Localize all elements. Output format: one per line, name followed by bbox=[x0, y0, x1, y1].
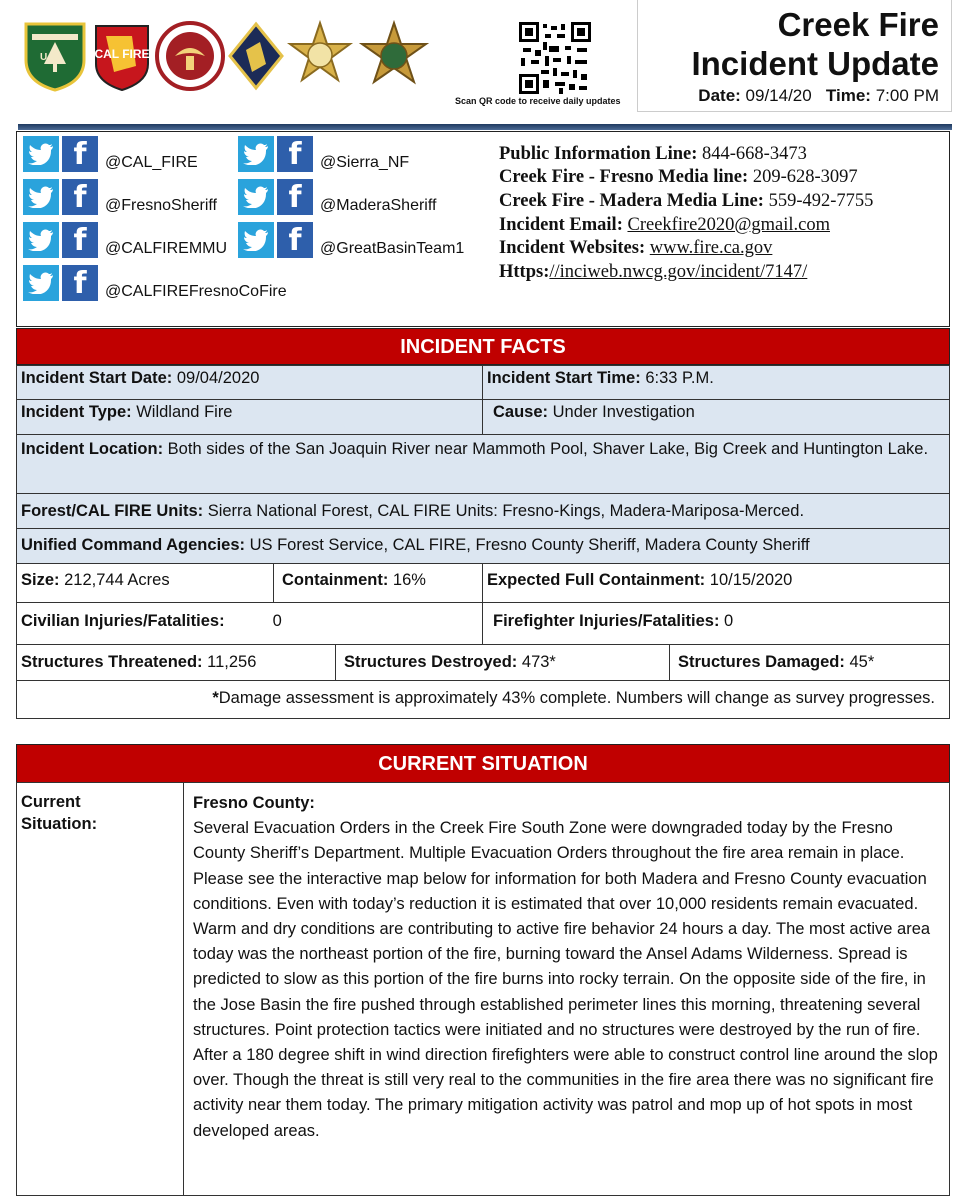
great-basin-team-logo bbox=[228, 20, 284, 92]
social-cal-fire[interactable] bbox=[23, 136, 198, 172]
social-sierra-nf[interactable] bbox=[238, 136, 409, 172]
county-heading: Fresno County: bbox=[193, 794, 315, 812]
social-calfire-mmu[interactable] bbox=[23, 222, 227, 258]
header-divider bbox=[18, 124, 952, 130]
info-madera-media: Creek Fire - Madera Media Line: 559-492-7755 bbox=[499, 191, 874, 211]
time-value: 7:00 PM bbox=[875, 86, 939, 105]
location-cell: Incident Location: Both sides of the San Joaquin River near Mammoth Pool, Shaver Lake, Big Creek and Huntington Lake. bbox=[16, 434, 950, 494]
svg-text:U.S.: U.S. bbox=[40, 52, 60, 63]
agencies-cell: Unified Command Agencies: US Forest Service, CAL FIRE, Fresno County Sheriff, Madera County Sheriff bbox=[16, 528, 950, 564]
title-line-2: Incident Update bbox=[691, 45, 939, 82]
social-handle: @CAL_FIRE bbox=[105, 154, 198, 171]
social-handle: @MaderaSheriff bbox=[320, 197, 437, 214]
title-line-1: Creek Fire bbox=[777, 6, 939, 43]
cal-fire-logo bbox=[92, 20, 152, 92]
social-madera-sheriff[interactable] bbox=[238, 179, 436, 215]
facebook-icon[interactable]: f bbox=[277, 222, 313, 258]
twitter-icon[interactable] bbox=[23, 222, 59, 258]
twitter-icon[interactable] bbox=[23, 179, 59, 215]
info-websites: Incident Websites: www.fire.ca.gov bbox=[499, 238, 773, 258]
structures-threatened-cell: Structures Threatened: 11,256 bbox=[16, 644, 336, 681]
date-time: Date: 09/14/20 Time: 7:00 PM bbox=[698, 86, 939, 105]
facebook-icon[interactable]: f bbox=[277, 136, 313, 172]
expected-containment-cell: Expected Full Containment: 10/15/2020 bbox=[482, 563, 950, 603]
email-link[interactable]: Creekfire2020@gmail.com bbox=[627, 215, 830, 235]
damage-note: *Damage assessment is approximately 43% complete. Numbers will change as survey progresses. bbox=[16, 680, 950, 719]
title-box bbox=[637, 0, 952, 112]
social-calfire-fresno[interactable] bbox=[23, 265, 287, 301]
situation-paragraph-1: Several Evacuation Orders in the Creek Fire South Zone were downgraded today by the Fresno County Sheriff’s Department. Multiple Evacuation Orders throughout the fire area remain in place. Please see the interactive map below for information for both Madera and Fresno County evacuation conditions. Even with today’s reduction it is estimated that over 10,000 residents remain evacuated. bbox=[193, 819, 927, 913]
twitter-icon[interactable] bbox=[238, 136, 274, 172]
civilian-injuries-cell: Civilian Injuries/Fatalities: 0 bbox=[16, 602, 483, 645]
start-time-cell: Incident Start Time: 6:33 P.M. bbox=[482, 365, 950, 400]
social-handle: @Sierra_NF bbox=[320, 154, 410, 171]
facebook-icon[interactable]: f bbox=[62, 222, 98, 258]
size-cell: Size: 212,744 Acres bbox=[16, 563, 274, 603]
social-great-basin[interactable] bbox=[238, 222, 464, 258]
start-date-cell: Incident Start Date: 09/04/2020 bbox=[16, 365, 483, 400]
svg-text:CAL FIRE: CAL FIRE bbox=[94, 47, 150, 61]
social-handle: @GreatBasinTeam1 bbox=[320, 240, 465, 257]
situation-paragraph-2: Warm and dry conditions are contributing to active fire behavior 24 hours a day. The most active area today was the northeast portion of the fire, burning toward the Ansel Adams Wilderness. Spread is predicted to slow as this portion of the fire burns into rocky terrain. On the opposite side of the fire, in the Jose Basin the fire pushed through established perimeter lines this morning, threatening several structures. Point protection tactics were initiated and no structures were destroyed by the run of fire. After a 180 degree shift in wind direction firefighters were able to construct control line around the slop over. Though the threat is still very real to the communities in the fire area there was no significant fire activity near them today. The primary mitigation activity was patrol and mop up of hot spots in most developed areas. bbox=[193, 920, 938, 1140]
situation-body bbox=[183, 782, 950, 1196]
units-cell: Forest/CAL FIRE Units: Sierra National Forest, CAL FIRE Units: Fresno-Kings, Madera-Mariposa-Merced. bbox=[16, 493, 950, 529]
qr-code[interactable] bbox=[519, 22, 591, 94]
info-public-line: Public Information Line: 844-668-3473 bbox=[499, 144, 807, 164]
social-handle: @FresnoSheriff bbox=[105, 197, 217, 214]
madera-sheriff-badge bbox=[358, 20, 430, 92]
firefighter-injuries-cell: Firefighter Injuries/Fatalities: 0 bbox=[482, 602, 950, 645]
facebook-icon[interactable]: f bbox=[62, 136, 98, 172]
situation-label: Current Situation: bbox=[16, 782, 184, 1196]
twitter-icon[interactable] bbox=[238, 222, 274, 258]
social-handle: @CALFIREMMU bbox=[105, 240, 228, 257]
twitter-icon[interactable] bbox=[23, 136, 59, 172]
forest-service-logo bbox=[22, 20, 88, 92]
structures-damaged-cell: Structures Damaged: 45* bbox=[669, 644, 950, 681]
structures-destroyed-cell: Structures Destroyed: 473* bbox=[335, 644, 670, 681]
cause-cell: Cause: Under Investigation bbox=[482, 399, 950, 435]
inciweb-link[interactable]: //inciweb.nwcg.gov/incident/7147/ bbox=[549, 262, 808, 282]
social-fresno-sheriff[interactable] bbox=[23, 179, 217, 215]
facebook-icon[interactable]: f bbox=[277, 179, 313, 215]
info-fresno-media: Creek Fire - Fresno Media line: 209-628-3097 bbox=[499, 167, 858, 187]
info-inciweb: Https://inciweb.nwcg.gov/incident/7147/ bbox=[499, 262, 808, 282]
date-value: 09/14/20 bbox=[745, 86, 812, 105]
office-of-emergency-services-logo bbox=[155, 20, 225, 92]
social-handle: @CALFIREFresnoCoFire bbox=[105, 283, 287, 300]
containment-cell: Containment: 16% bbox=[273, 563, 483, 603]
twitter-icon[interactable] bbox=[238, 179, 274, 215]
website-link[interactable]: www.fire.ca.gov bbox=[649, 238, 773, 258]
twitter-icon[interactable] bbox=[23, 265, 59, 301]
info-email: Incident Email: Creekfire2020@gmail.com bbox=[499, 215, 830, 235]
incident-facts-header: INCIDENT FACTS bbox=[16, 328, 950, 365]
type-cell: Incident Type: Wildland Fire bbox=[16, 399, 483, 435]
facebook-icon[interactable]: f bbox=[62, 179, 98, 215]
fresno-sheriff-badge bbox=[286, 20, 354, 92]
facebook-icon[interactable]: f bbox=[62, 265, 98, 301]
qr-caption: Scan QR code to receive daily updates bbox=[455, 96, 621, 106]
current-situation-header: CURRENT SITUATION bbox=[16, 744, 950, 783]
